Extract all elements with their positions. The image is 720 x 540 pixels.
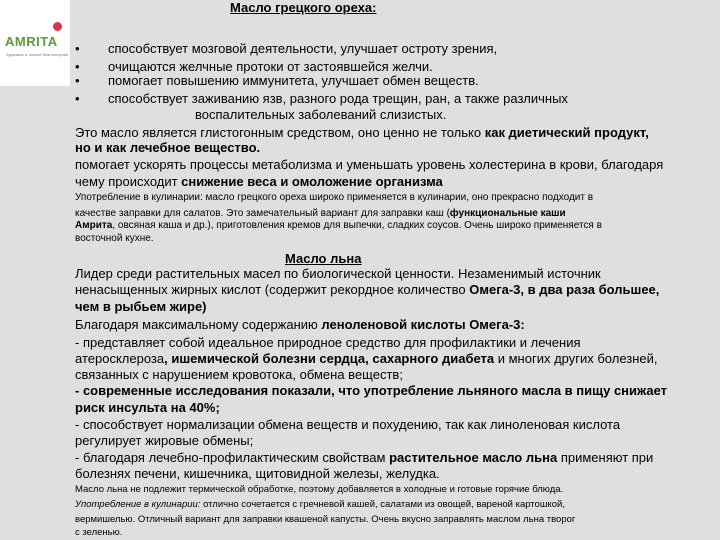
flax-line-9: риск инсульта на 40%; [75,400,220,415]
flax-line-4: Благодаря максимальному содержанию леноленовой кислоты Омега-3: [75,317,525,332]
bullet-dot: • [75,59,80,74]
flax-note-3: вермишелью. Отличный вариант для заправки квашеной капусты. Очень вкусно заправлять маслом льна творог [75,514,576,525]
walnut-paragraph-2-cont: чему происходит снижение веса и омоложение организма [75,174,443,189]
walnut-title: Масло грецкого ореха: [230,0,377,15]
flax-title: Масло льна [285,251,362,266]
flax-note-2: Употребление в кулинарии: отлично сочетается с гречневой кашей, салатами из овощей, вареной картошкой, [75,499,565,510]
walnut-bullet-3: помогает повышению иммунитета, улучшает обмен веществ. [108,73,479,88]
flax-line-2: ненасыщенных жирных кислот (содержит рекордное количество Омега-3, в два раза большее, [75,282,660,297]
flax-line-8: - современные исследования показали, что употребление льняного масла в пищу снижает [75,383,668,398]
walnut-paragraph-1-cont: но и как лечебное вещество. [75,140,261,155]
walnut-bullet-2: очищаются желчные протоки от застоявшейся желчи. [108,59,433,74]
flax-line-10: - способствует нормализации обмена веществ и похудению, так как линоленовая кислота [75,417,621,432]
walnut-culinary-3: Амрита, овсяная каша и др.), приготовления кремов для выпечки, сладких соусов. Очень широко применяется в [75,220,602,231]
walnut-bullet-4: способствует заживанию язв, разного рода трещин, ран, а также различных [108,91,568,106]
flax-line-12: - благодаря лечебно-профилактическим свойствам растительное масло льна применяют при [75,450,654,465]
walnut-bullet-4-cont: воспалительных заболеваний слизистых. [195,107,447,122]
walnut-culinary-1: Употребление в кулинарии: масло грецкого ореха широко применяется в кулинарии, оно прекрасно подходит в [75,192,594,203]
walnut-paragraph-2: помогает ускорять процессы метаболизма и уменьшать уровень холестерина в крови, благодаря [75,157,664,172]
flax-line-13: болезнях печени, кишечника, щитовидной железы, желудка. [75,466,440,481]
bullet-dot: • [75,91,80,106]
logo-wordmark: AMRITA [5,34,58,49]
walnut-paragraph-1: Это масло является глистогонным средством, оно ценно не только как диетический продукт, [75,125,649,140]
flax-line-6: атеросклероза, ишемической болезни сердца, сахарного диабета и многих других болезней, [75,351,658,366]
walnut-culinary-2: качестве заправки для салатов. Это замечательный вариант для заправки каш (функциональные каши [75,208,566,219]
bullet-dot: • [75,41,80,56]
walnut-culinary-4: восточной кухне. [75,233,154,244]
flax-line-11: регулирует жировые обмены; [75,433,254,448]
logo [0,0,70,86]
flax-note-1: Масло льна не подлежит термической обработке, поэтому добавляется в холодные и готовые горячие блюда. [75,484,564,495]
flax-line-1: Лидер среди растительных масел по биологической ценности. Незаменимый источник [75,266,601,281]
logo-flower-icon [53,22,62,31]
walnut-bullet-1: способствует мозговой деятельности, улучшает остроту зрения, [108,41,498,56]
bullet-dot: • [75,73,80,88]
flax-line-5: - представляет собой идеальное природное средство для профилактики и лечения [75,335,581,350]
flax-note-4: с зеленью. [75,527,123,538]
logo-tagline: Здоровье и личное благополучие [6,52,68,57]
flax-line-7: связанных с нарушением кровотока, обмена веществ; [75,367,403,382]
flax-line-3: чем в рыбьем жире) [75,299,207,314]
